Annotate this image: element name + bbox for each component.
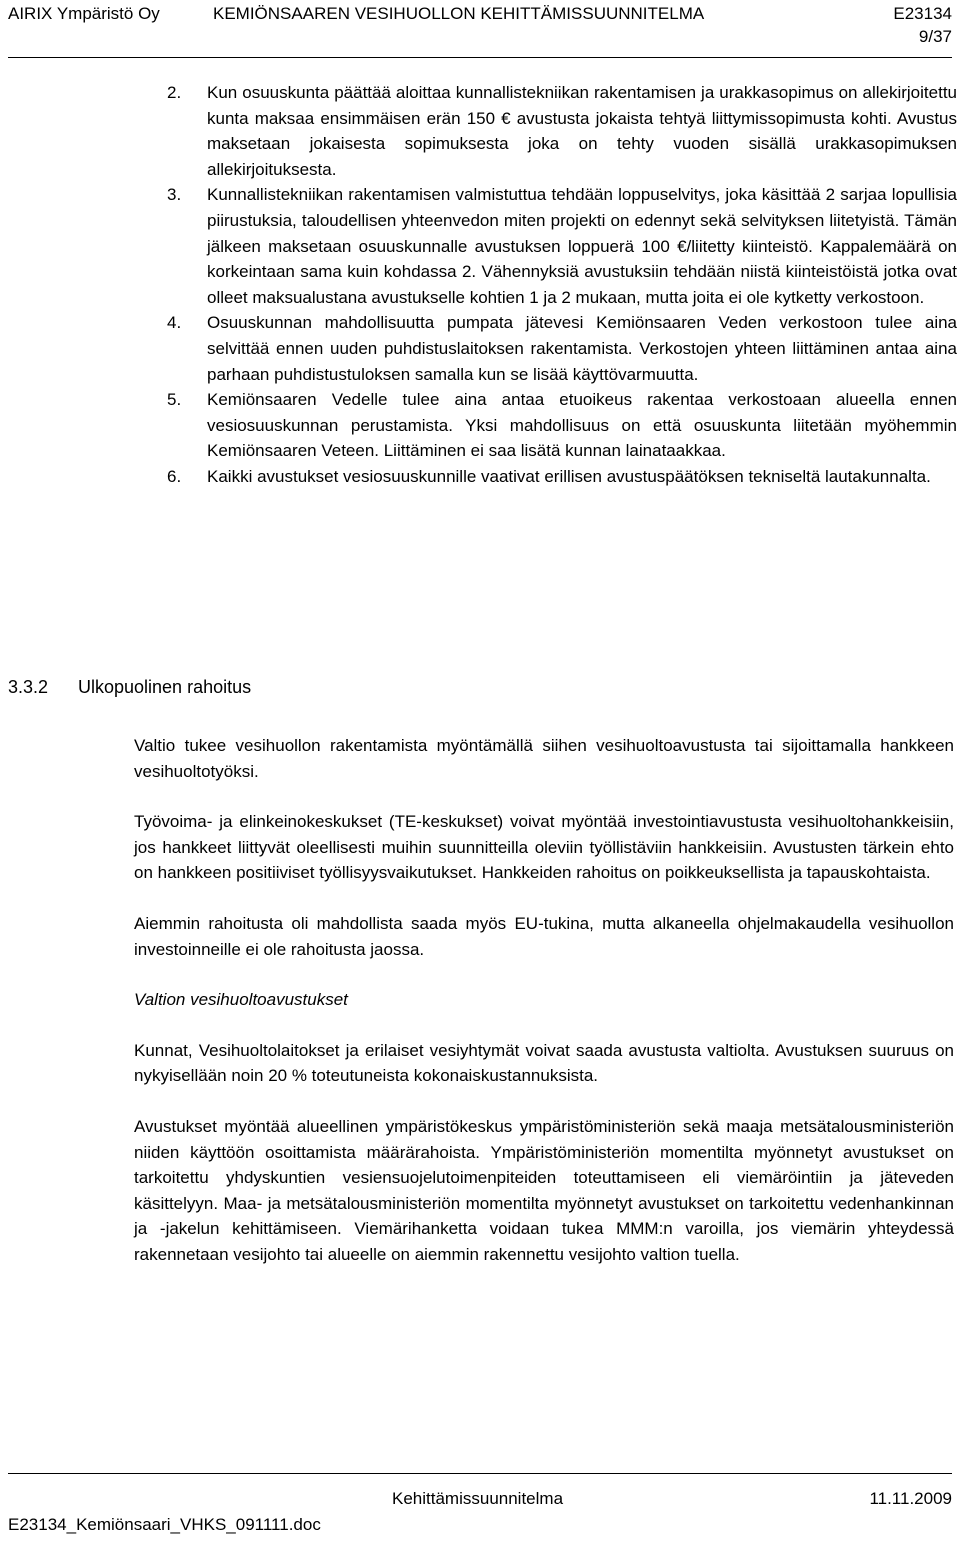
header-company: AIRIX Ympäristö Oy [8, 4, 160, 23]
header-title: KEMIÖNSAAREN VESIHUOLLON KEHITTÄMISSUUNNITELMA [213, 4, 705, 23]
list-item-number: 4. [167, 313, 182, 333]
paragraph: Aiemmin rahoitusta oli mahdollista saada myös EU-tukina, mutta alkaneella ohjelmakaudella vesihuollon investoinneille ei ole rahoitusta jaossa. [134, 913, 954, 959]
footer-filename: E23134_Kemiönsaari_VHKS_091111.doc [8, 1515, 321, 1534]
page-header [8, 4, 952, 28]
header-divider [8, 57, 952, 58]
page-number: 9/37 [918, 27, 952, 46]
list-item [167, 80, 957, 182]
list-item [167, 387, 957, 464]
footer-doc-title: Kehittämissuunnitelma [392, 1489, 564, 1508]
section-title: Ulkopuolinen rahoitus [78, 677, 252, 697]
numbered-list [167, 80, 957, 490]
list-item-text: Kun osuuskunta päättää aloittaa kunnallistekniikan rakentamisen ja urakkasopimus on allekirjoitettu kunta maksaa ensimmäisen erän 150 € avustusta jokaista tehtyä liittymissopimusta kohti. Avustus maksetaan jokaisesta sopimuksesta joka on tehty vuoden sisällä urakkasopimuksen allekirjoituksesta. [207, 83, 957, 179]
list-item-text: Kemiönsaaren Vedelle tulee aina antaa etuoikeus rakentaa verkostoaan alueella ennen vesiosuuskunnan perustamista. Yksi mahdollisuus on että osuuskunta liitetään myöhemmin Kemiönsaaren Veteen. Liittäminen ei saa lisätä kunnan lainataakkaa. [207, 390, 957, 461]
list-item-text: Osuuskunnan mahdollisuutta pumpata jätevesi Kemiönsaaren Veden verkostoon tulee aina selvittää ennen uuden puhdistuslaitoksen rakentamista. Verkostojen yhteen liittäminen antaa aina parhaan puhdistustuloksen samalla kun se lisää käyttövarmuutta. [207, 313, 957, 384]
list-item-number: 5. [167, 390, 182, 410]
list-item-number: 2. [167, 83, 182, 102]
list-item-text: Kaikki avustukset vesiosuuskunnille vaativat erillisen avustuspäätöksen tekniseltä lautakunnalta. [207, 466, 931, 486]
list-item [167, 310, 957, 387]
paragraph: Valtio tukee vesihuollon rakentamista myöntämällä siihen vesihuoltoavustusta tai sijoittamalla hankkeen vesihuoltotyöksi. [134, 736, 954, 781]
list-item [167, 464, 957, 490]
body-text [134, 733, 954, 1293]
header-code: E23134 [893, 4, 952, 23]
paragraph: Työvoima- ja elinkeinokeskukset (TE-keskukset) voivat myöntää investointiavustusta vesihuoltohankkeisiin, jos hankkeet liittyvät oleellisesti muihin suunnitteilla oleviin työllistäviin hankkeisiin. Avustusten tärkein ehto on hankkeen positiiviset työllisyysvaikutukset. Hankkeiden rahoitus on poikkeuksellista ja tapauskohtaista. [134, 812, 954, 883]
section-heading [8, 677, 251, 698]
paragraph: Avustukset myöntää alueellinen ympäristökeskus ympäristöministeriön sekä maaja metsätalousministeriön niiden käyttöön osoittamista määrärahoista. Ympäristöministeriön momentilta myönnetyt avustukset on tarkoitettu yhdyskuntien vesiensuojelutoimenpiteiden toteuttamiseen eli viemäröintiin ja jäteveden käsittelyyn. Maa- ja metsätalousministeriön momentilta myönnetyt avustukset on tarkoitettu vedenhankinnan ja -jakelun kehittämiseen. Viemärihanketta voidaan tukea MMM:n varoilla, jos viemärin yhteydessä rakennetaan vesijohto tai alueelle on aiemmin rakennettu vesijohto valtion tuella. [134, 1116, 954, 1264]
list-item [167, 182, 957, 310]
footer-divider [8, 1473, 952, 1474]
list-item-number: 3. [167, 185, 182, 205]
list-item-number: 6. [167, 466, 182, 486]
subheading: Valtion vesihuoltoavustukset [134, 990, 348, 1010]
footer-date: 11.11.2009 [869, 1489, 952, 1508]
list-item-text: Kunnallistekniikan rakentamisen valmistuttua tehdään loppuselvitys, joka käsittää 2 sarjaa lopullisia piirustuksia, taloudellisen yhteenvedon miten projekti on edennyt sekä selvityksen liitetyistä. Tämän jälkeen maksetaan osuuskunnalle avustuksen loppuerä 100 €/liitetty kiinteistö. Kappalemäärä on korkeintaan sama kuin kohdassa 2. Vähennyksiä avustuksiin tehdään niistä kiinteistöistä jotka ovat olleet maksualustana avustukselle kohtien 1 ja 2 mukaan, mutta joita ei ole kytketty verkostoon. [207, 185, 957, 307]
paragraph: Kunnat, Vesihuoltolaitokset ja erilaiset vesiyhtymät voivat saada avustusta valtiolta. Avustuksen suuruus on nykyisellään noin 20 % toteutuneista kokonaiskustannuksista. [134, 1040, 954, 1086]
section-number: 3.3.2 [8, 677, 49, 697]
